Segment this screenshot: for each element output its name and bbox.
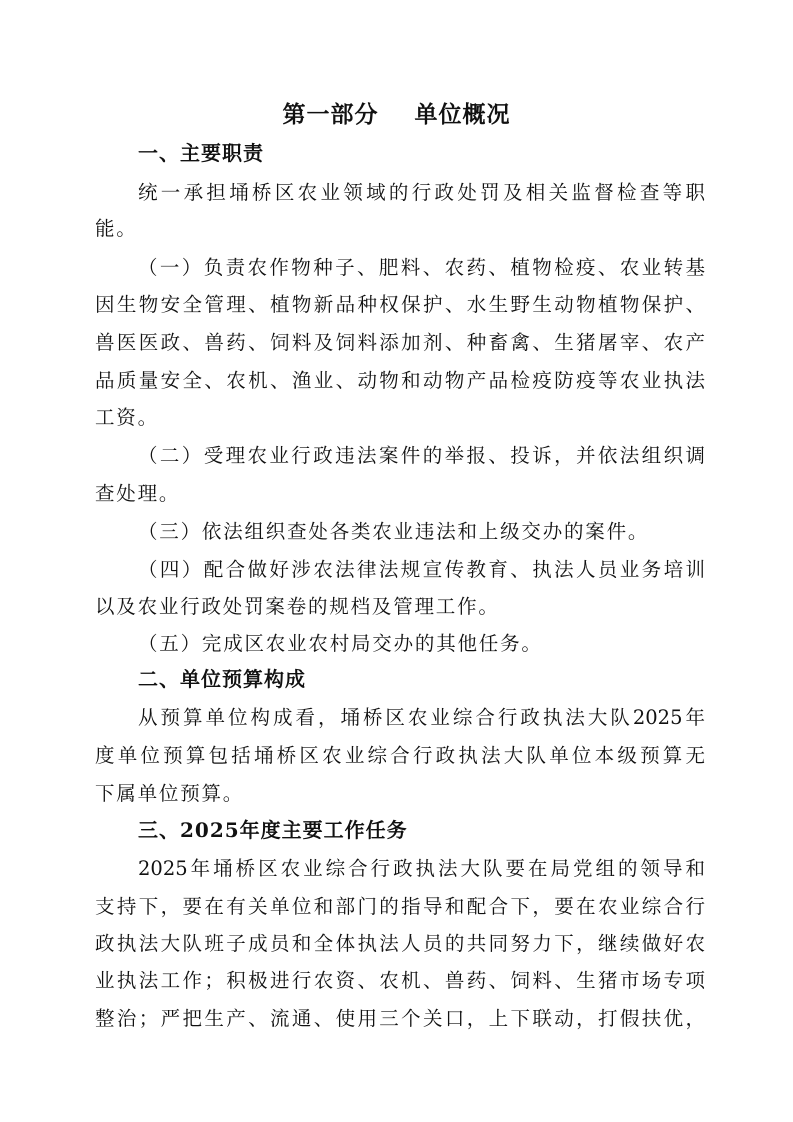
- tasks-line: 整治；严把生产、流通、使用三个关口，上下联动，打假扶优，: [95, 1007, 705, 1030]
- tasks-line: 支持下，要在有关单位和部门的指导和配合下，要在农业综合行: [95, 895, 705, 918]
- duty-item-line: 查处理。: [95, 482, 181, 505]
- duty-item-line: 工资。: [95, 406, 159, 429]
- duty-item-line: 以及农业行政处罚案卷的规档及管理工作。: [95, 595, 500, 618]
- duty-item-line: 因生物安全管理、植物新品种权保护、水生野生动物植物保护、: [95, 293, 705, 316]
- budget-line: 下属单位预算。: [95, 782, 245, 805]
- duties-intro-line: 能。: [95, 217, 138, 240]
- duty-item-line: （四）配合做好涉农法律法规宣传教育、执法人员业务培训: [138, 558, 705, 581]
- section-heading-budget: 二、单位预算构成: [138, 667, 306, 691]
- duty-item-line: （二）受理农业行政违法案件的举报、投诉，并依法组织调: [138, 444, 705, 467]
- tasks-line: 2025年埇桥区农业综合行政执法大队要在局党组的领导和: [138, 857, 705, 880]
- budget-line: 度单位预算包括埇桥区农业综合行政执法大队单位本级预算无: [95, 744, 705, 767]
- duty-item-line: 兽医医政、兽药、饲料及饲料添加剂、种畜禽、生猪屠宰、农产: [95, 331, 705, 354]
- section-heading-duties: 一、主要职责: [138, 141, 264, 165]
- tasks-line: 政执法大队班子成员和全体执法人员的共同努力下，继续做好农: [95, 932, 705, 955]
- duty-item-line: （五）完成区农业农村局交办的其他任务。: [138, 632, 543, 655]
- section-heading-tasks: 三、2025年度主要工作任务: [138, 818, 408, 842]
- duty-item-line: （三）依法组织查处各类农业违法和上级交办的案件。: [138, 520, 650, 543]
- duty-item-line: （一）负责农作物种子、肥料、农药、植物检疫、农业转基: [138, 256, 705, 279]
- duty-item-line: 品质量安全、农机、渔业、动物和动物产品检疫防疫等农业执法: [95, 369, 705, 392]
- tasks-line: 业执法工作；积极进行农资、农机、兽药、饲料、生猪市场专项: [95, 969, 705, 992]
- duties-intro-line: 统一承担埇桥区农业领域的行政处罚及相关监督检查等职: [138, 181, 705, 204]
- budget-line: 从预算单位构成看，埇桥区农业综合行政执法大队2025年: [138, 706, 705, 729]
- page-title: 第一部分 单位概况: [282, 101, 511, 128]
